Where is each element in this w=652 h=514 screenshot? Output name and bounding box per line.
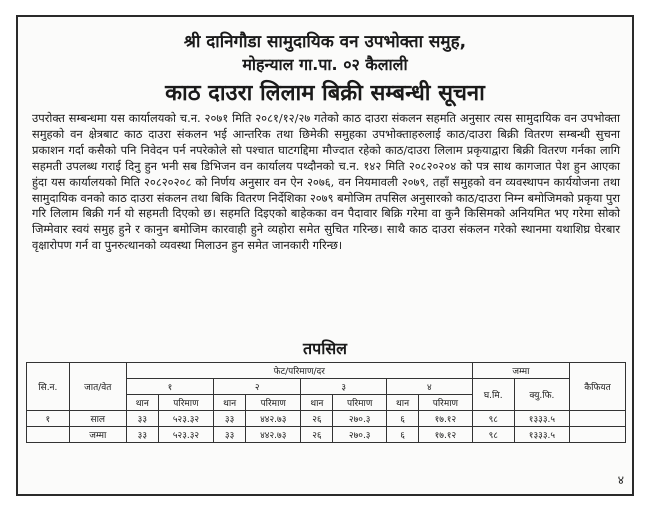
cell: ६ <box>387 427 419 443</box>
cell-remarks <box>570 427 626 443</box>
details-table <box>26 362 626 443</box>
cell: ६ <box>387 411 419 427</box>
sub-total-count: घ.मि. <box>472 379 514 411</box>
class-1: १ <box>126 379 213 395</box>
cell-species: जम्मा <box>69 427 126 443</box>
cell: १३३३.५ <box>514 427 569 443</box>
notice-body: उपरोक्त सम्बन्धमा यस कार्यालयको च.न. २०७१ मिति २०८१/१२/२७ गतेको काठ दाउरा संकलन सहमति अनुसार त्यस सामुदायिक वन उपभोक्ता समुहको वन क्षेत्रबाट काठ दाउरा संकलन भई आन्तरिक तथा छिमेकी समुहका उपभोक्ताहरुलाई काठ/दाउरा बिक्री वितरण सम्बन्धी सुचना प्रकाशन गर्दा कसैको पनि निवेदन पर्न नपरेकोले सो पश्चात घाटगद्दिमा मौज्दात रहेको काठ/दाउरा लिलाम प्रकृयाद्वारा बिक्री वितरण गर्नका लागि सहमती उपलब्ध गराई दिनु हुन भनी सब डिभिजन वन कार्यालय पथ्दौनको च.न. १४२ मिति २०८२०२०४ को पत्र साथ कागजात पेश हुन आएका हुंदा यस कार्यालयको मिति २०८२०२०८ को निर्णय अनुसार वन ऐन २०७६, वन नियमावली २०७९, तहाँ समुहको वन व्यवस्थापन कार्ययोजना तथा सामुदायिक वनको काठ दाउरा संकलन तथा बिकि वितरण निर्देशिका २०७९ बमोजिम तपसिल अनुसारको काठ/दाउरा निम्न बमोजिमको प्रकृया पुरा गरि लिलाम बिक्री गर्न यो सहमती दिएको छ। सहमति दिइएको बाहेकका वन पैदावार बिक्रि गरेमा वा कुनै किसिमको अनियमित भए गरेमा सोको जिम्मेवार स्वयं समुह हुने र कानुन बमोजिम कारवाही हुने व्यहोरा समेत सुचित गरिन्छ। साथै काठ दाउरा संकलन गरेको स्थानमा यथाशिघ्र घेरबार वृक्षारोपण गर्न वा पुनरुत्थानको व्यवस्था मिलाउन हुन समेत जानकारी गरिन्छ। <box>32 111 620 253</box>
corner-mark: ४ <box>617 473 624 487</box>
sub-count: थान <box>301 395 333 411</box>
org-name: श्री दानिगौडा सामुदायिक वन उपभोक्ता समुह, <box>183 32 467 52</box>
table-row-total <box>27 427 626 443</box>
cell: ३३ <box>126 427 158 443</box>
table-title: तपसिल <box>302 339 348 358</box>
cell-sn <box>27 427 70 443</box>
cell: २६ <box>301 411 333 427</box>
col-group-volume: फेट/परिमाण/दर <box>126 363 472 379</box>
cell: ३३ <box>126 411 158 427</box>
col-sn: सि.न. <box>27 363 70 411</box>
sub-count: थान <box>126 395 158 411</box>
cell: ९८ <box>472 427 514 443</box>
cell: १३३३.५ <box>514 411 569 427</box>
cell: १७.१२ <box>419 411 473 427</box>
cell-species: साल <box>69 411 126 427</box>
org-address: मोहन्याल गा.पा. ०२ कैलाली <box>242 55 408 74</box>
cell: १७.१२ <box>419 427 473 443</box>
sub-count: थान <box>214 395 246 411</box>
cell-sn: १ <box>27 411 70 427</box>
cell: २७०.३ <box>333 411 387 427</box>
sub-count: थान <box>387 395 419 411</box>
cell: ४४२.७३ <box>246 411 301 427</box>
col-remarks: कैफियत <box>570 363 626 411</box>
class-3: ३ <box>301 379 387 395</box>
cell: ४४२.७३ <box>246 427 301 443</box>
cell: २७०.३ <box>333 427 387 443</box>
cell: ५२३.३२ <box>158 411 213 427</box>
class-2: २ <box>214 379 301 395</box>
cell: ९८ <box>472 411 514 427</box>
cell: ३३ <box>214 411 246 427</box>
notice-title: काठ दाउरा लिलाम बिक्री सम्बन्धी सूचना <box>165 81 485 106</box>
sub-volume: परिमाण <box>158 395 213 411</box>
class-4: ४ <box>387 379 473 395</box>
sub-volume: परिमाण <box>419 395 473 411</box>
col-species: जात/वेत <box>69 363 126 411</box>
sub-volume: परिमाण <box>333 395 387 411</box>
cell: २६ <box>301 427 333 443</box>
table-row <box>27 411 626 427</box>
sub-volume: परिमाण <box>246 395 301 411</box>
cell-remarks <box>570 411 626 427</box>
col-group-total: जम्मा <box>472 363 569 379</box>
cell: ५२३.३२ <box>158 427 213 443</box>
sub-total-volume: क्यु.फि. <box>514 379 569 411</box>
notice-frame <box>16 15 634 496</box>
cell: ३३ <box>214 427 246 443</box>
